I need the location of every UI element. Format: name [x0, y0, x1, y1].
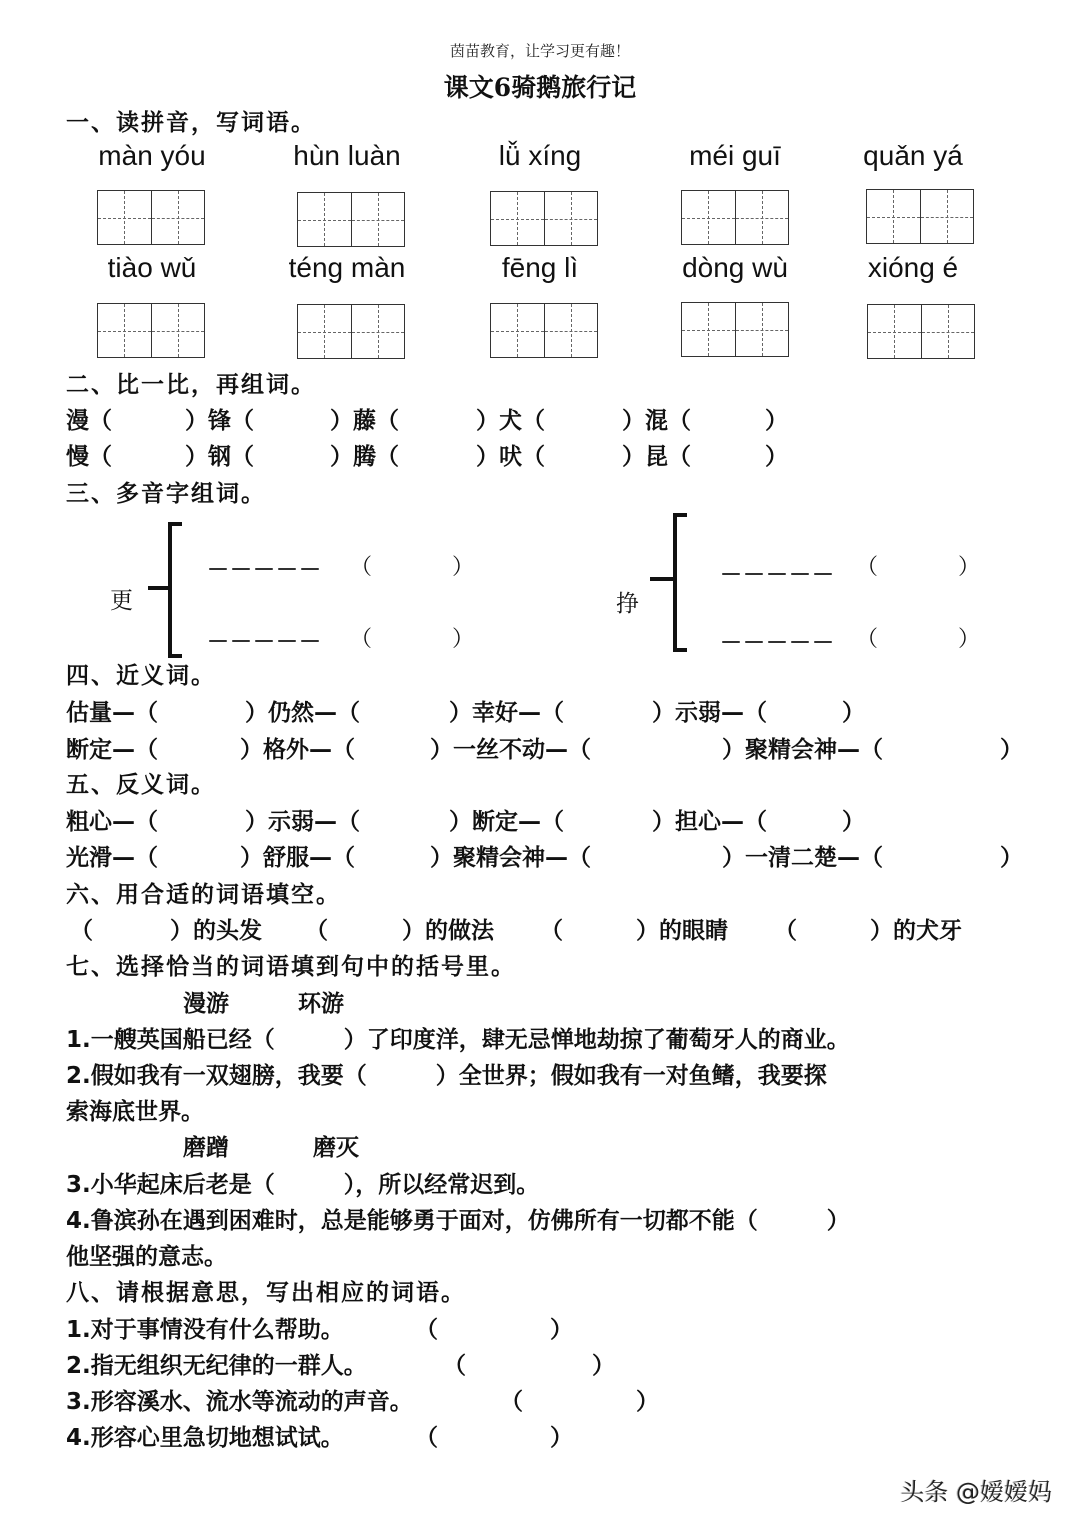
- synonym-item: ）幸好—（: [449, 700, 564, 726]
- definition-item: 4.形容心里急切地想试试。: [66, 1425, 344, 1451]
- dash-blank[interactable]: －－－－－: [207, 558, 323, 583]
- pinyin-label: hùn luàn: [293, 140, 401, 171]
- definition-item: 2.指无组织无纪律的一群人。: [66, 1353, 367, 1379]
- compare-item: ）吠（: [476, 444, 545, 470]
- fill-item: （: [305, 918, 328, 944]
- antonym-item: ）: [842, 809, 865, 835]
- dash-blank[interactable]: －－－－－: [720, 563, 836, 588]
- paren-open: （: [350, 627, 373, 652]
- pinyin-label: tiào wǔ: [107, 252, 197, 283]
- pinyin-label: dòng wù: [682, 252, 788, 283]
- question-1: 1.一艘英国船已经（ ）了印度洋，肆无忌惮地劫掠了葡萄牙人的商业。: [66, 1027, 850, 1053]
- synonym-item: ）: [1000, 737, 1023, 763]
- antonym-item: ）: [1000, 845, 1023, 871]
- pinyin-label: téng màn: [288, 252, 406, 283]
- question-4: 4.鲁滨孙在遇到困难时，总是能够勇于面对，仿佛所有一切都不能（ ）: [66, 1208, 850, 1234]
- writing-grid-box[interactable]: [681, 302, 789, 357]
- writing-grid-box[interactable]: [297, 304, 405, 359]
- pinyin-label: méi guī: [689, 140, 781, 171]
- pinyin-label: màn yóu: [98, 140, 206, 171]
- antonym-item: 粗心—（: [66, 809, 158, 835]
- compare-item: ）: [765, 408, 788, 434]
- writing-grid-box[interactable]: [297, 192, 405, 247]
- paren-close: ）: [636, 1389, 659, 1415]
- synonym-item: 估量—（: [66, 700, 158, 726]
- fill-item: ）的犬牙: [870, 918, 962, 944]
- fill-item: （: [70, 918, 93, 944]
- section-7-heading: 七、选择恰当的词语填到句中的括号里。: [66, 954, 516, 980]
- compare-item: ）昆（: [622, 444, 691, 470]
- pinyin-label: fēng lì: [501, 252, 579, 283]
- question-3: 3.小华起床后老是（ ），所以经常迟到。: [66, 1172, 540, 1198]
- antonym-item: ）舒服—（: [240, 845, 355, 871]
- fill-item: （: [774, 918, 797, 944]
- synonym-item: ）一丝不动—（: [430, 737, 591, 763]
- word-choice: 磨蹭: [183, 1135, 229, 1161]
- header-note: 茵苗教育，让学习更有趣！: [449, 42, 630, 60]
- antonym-item: 光滑—（: [66, 845, 158, 871]
- section-4-heading: 四、近义词。: [66, 663, 216, 689]
- synonym-item: ）格外—（: [240, 737, 355, 763]
- paren-open: （: [415, 1425, 438, 1451]
- paren-close: ）: [452, 555, 475, 580]
- paren-close: ）: [958, 627, 981, 652]
- page-title: 课文6骑鹅旅行记: [443, 73, 637, 102]
- paren-open: （: [500, 1389, 523, 1415]
- definition-item: 3.形容溪水、流水等流动的声音。: [66, 1389, 413, 1415]
- definition-item: 1.对于事情没有什么帮助。: [66, 1317, 344, 1343]
- question-2-continued: 索海底世界。: [66, 1099, 204, 1125]
- paren-open: （: [443, 1353, 466, 1379]
- word-choice: 环游: [298, 991, 344, 1017]
- question-2: 2.假如我有一双翅膀，我要（ ）全世界；假如我有一对鱼鳍，我要探: [66, 1063, 827, 1089]
- antonym-item: ）一清二楚—（: [722, 845, 883, 871]
- writing-grid-box[interactable]: [867, 304, 975, 359]
- brace-icon: [673, 513, 687, 652]
- polyphone-char: 挣: [616, 591, 639, 617]
- section-3-heading: 三、多音字组词。: [66, 481, 266, 507]
- compare-item: ）藤（: [330, 408, 399, 434]
- antonym-item: ）示弱—（: [245, 809, 360, 835]
- synonym-item: 断定—（: [66, 737, 158, 763]
- fill-item: ）的做法: [402, 918, 494, 944]
- paren-open: （: [856, 627, 879, 652]
- paren-open: （: [415, 1317, 438, 1343]
- dash-blank[interactable]: －－－－－: [207, 630, 323, 655]
- section-2-heading: 二、比一比，再组词。: [66, 372, 316, 398]
- compare-item: 慢（: [66, 444, 112, 470]
- question-4-continued: 他坚强的意志。: [66, 1244, 227, 1270]
- antonym-item: ）聚精会神—（: [430, 845, 591, 871]
- pinyin-label: quǎn yá: [863, 140, 963, 171]
- watermark: 头条 @嫒嫒妈: [900, 1478, 1052, 1506]
- writing-grid-box[interactable]: [681, 190, 789, 245]
- pinyin-label: lǚ xíng: [498, 140, 582, 171]
- paren-close: ）: [958, 555, 981, 580]
- writing-grid-box[interactable]: [866, 189, 974, 244]
- synonym-item: ）示弱—（: [652, 700, 767, 726]
- section-5-heading: 五、反义词。: [66, 772, 216, 798]
- synonym-item: ）仍然—（: [245, 700, 360, 726]
- brace-icon: [168, 522, 182, 658]
- writing-grid-box[interactable]: [490, 191, 598, 246]
- paren-close: ）: [550, 1317, 573, 1343]
- compare-item: ）锋（: [185, 408, 254, 434]
- paren-close: ）: [452, 627, 475, 652]
- synonym-item: ）聚精会神—（: [722, 737, 883, 763]
- paren-open: （: [856, 555, 879, 580]
- word-choice: 漫游: [183, 991, 229, 1017]
- fill-item: ）的眼睛: [636, 918, 728, 944]
- polyphone-char: 更: [110, 588, 133, 614]
- compare-item: ）: [765, 444, 788, 470]
- antonym-item: ）断定—（: [449, 809, 564, 835]
- antonym-item: ）担心—（: [652, 809, 767, 835]
- fill-item: （: [540, 918, 563, 944]
- section-6-heading: 六、用合适的词语填空。: [66, 882, 341, 908]
- section-1-heading: 一、读拼音，写词语。: [66, 110, 316, 136]
- synonym-item: ）: [842, 700, 865, 726]
- paren-open: （: [350, 555, 373, 580]
- section-8-heading: 八、请根据意思，写出相应的词语。: [66, 1280, 466, 1306]
- brace-stub: [148, 586, 170, 590]
- compare-item: ）钢（: [185, 444, 254, 470]
- compare-item: ）混（: [622, 408, 691, 434]
- compare-item: ）腾（: [330, 444, 399, 470]
- writing-grid-box[interactable]: [97, 190, 205, 245]
- dash-blank[interactable]: －－－－－: [720, 631, 836, 656]
- compare-item: ）犬（: [476, 408, 545, 434]
- pinyin-label: xióng é: [867, 252, 959, 283]
- word-choice: 磨灭: [313, 1135, 359, 1161]
- writing-grid-box[interactable]: [490, 303, 598, 358]
- writing-grid-box[interactable]: [97, 303, 205, 358]
- paren-close: ）: [550, 1425, 573, 1451]
- fill-item: ）的头发: [170, 918, 262, 944]
- compare-item: 漫（: [66, 408, 112, 434]
- paren-close: ）: [592, 1353, 615, 1379]
